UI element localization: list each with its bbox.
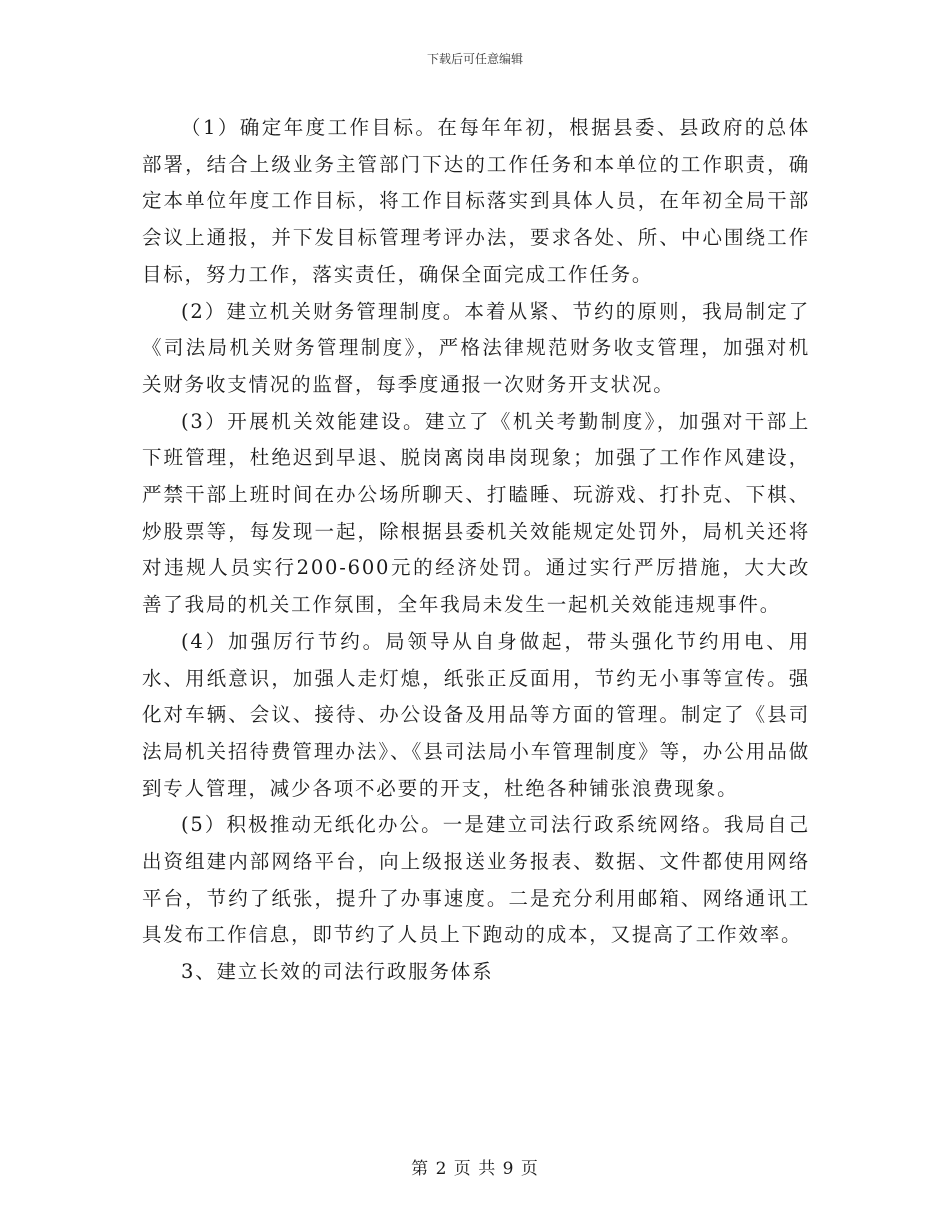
paragraph-finance-system: (2）建立机关财务管理制度。本着从紧、节约的原则，我局制定了《司法局机关财务管理制度》，严格法律规范财务收支管理，加强对机关财务收支情况的监督，每季度通报一次财务开支状况。 <box>142 299 810 396</box>
paragraph-efficiency: (3）开展机关效能建设。建立了《机关考勤制度》，加强对干部上下班管理，杜绝迟到早退、脱岗离岗串岗现象；加强了工作作风建设，严禁干部上班时间在办公场所聊天、打瞌睡、玩游戏、打扑克、下棋、炒股票等，每发现一起，除根据县委机关效能规定处罚外，局机关还将对违规人员实行200-600元的经济处罚。通过实行严厉措施，大大改善了我局的机关工作氛围，全年我局未发生一起机关效能违规事件。 <box>142 409 810 617</box>
paragraph-frugality: (4）加强厉行节约。局领导从自身做起，带头强化节约用电、用水、用纸意识，加强人走灯熄，纸张正反面用，节约无小事等宣传。强化对车辆、会议、接待、办公设备及用品等方面的管理。制定了《县司法局机关招待费管理办法》、《县司法局小车管理制度》等，办公用品做到专人管理，减少各项不必要的开支，杜绝各种铺张浪费现象。 <box>142 629 810 800</box>
document-body <box>142 110 810 991</box>
paragraph-work-goals: （1）确定年度工作目标。在每年年初，根据县委、县政府的总体部署，结合上级业务主管部门下达的工作任务和本单位的工作职责，确定本单位年度工作目标，将工作目标落实到具体人员，在年初全局干部会议上通报，并下发目标管理考评办法，要求各处、所、中心围绕工作目标，努力工作，落实责任，确保全面完成工作任务。 <box>142 116 810 286</box>
page-number: 第 2 页 共 9 页 <box>411 1159 539 1179</box>
page-header: 下载后可任意编辑 <box>426 52 523 66</box>
section-heading: 3、建立长效的司法行政服务体系 <box>181 960 494 984</box>
paragraph-paperless: (5）积极推动无纸化办公。一是建立司法行政系统网络。我局自己出资组建内部网络平台，向上级报送业务报表、数据、文件都使用网络平台，节约了纸张，提升了办事速度。二是充分利用邮箱、网络通讯工具发布工作信息，即节约了人员上下跑动的成本，又提高了工作效率。 <box>142 813 810 947</box>
